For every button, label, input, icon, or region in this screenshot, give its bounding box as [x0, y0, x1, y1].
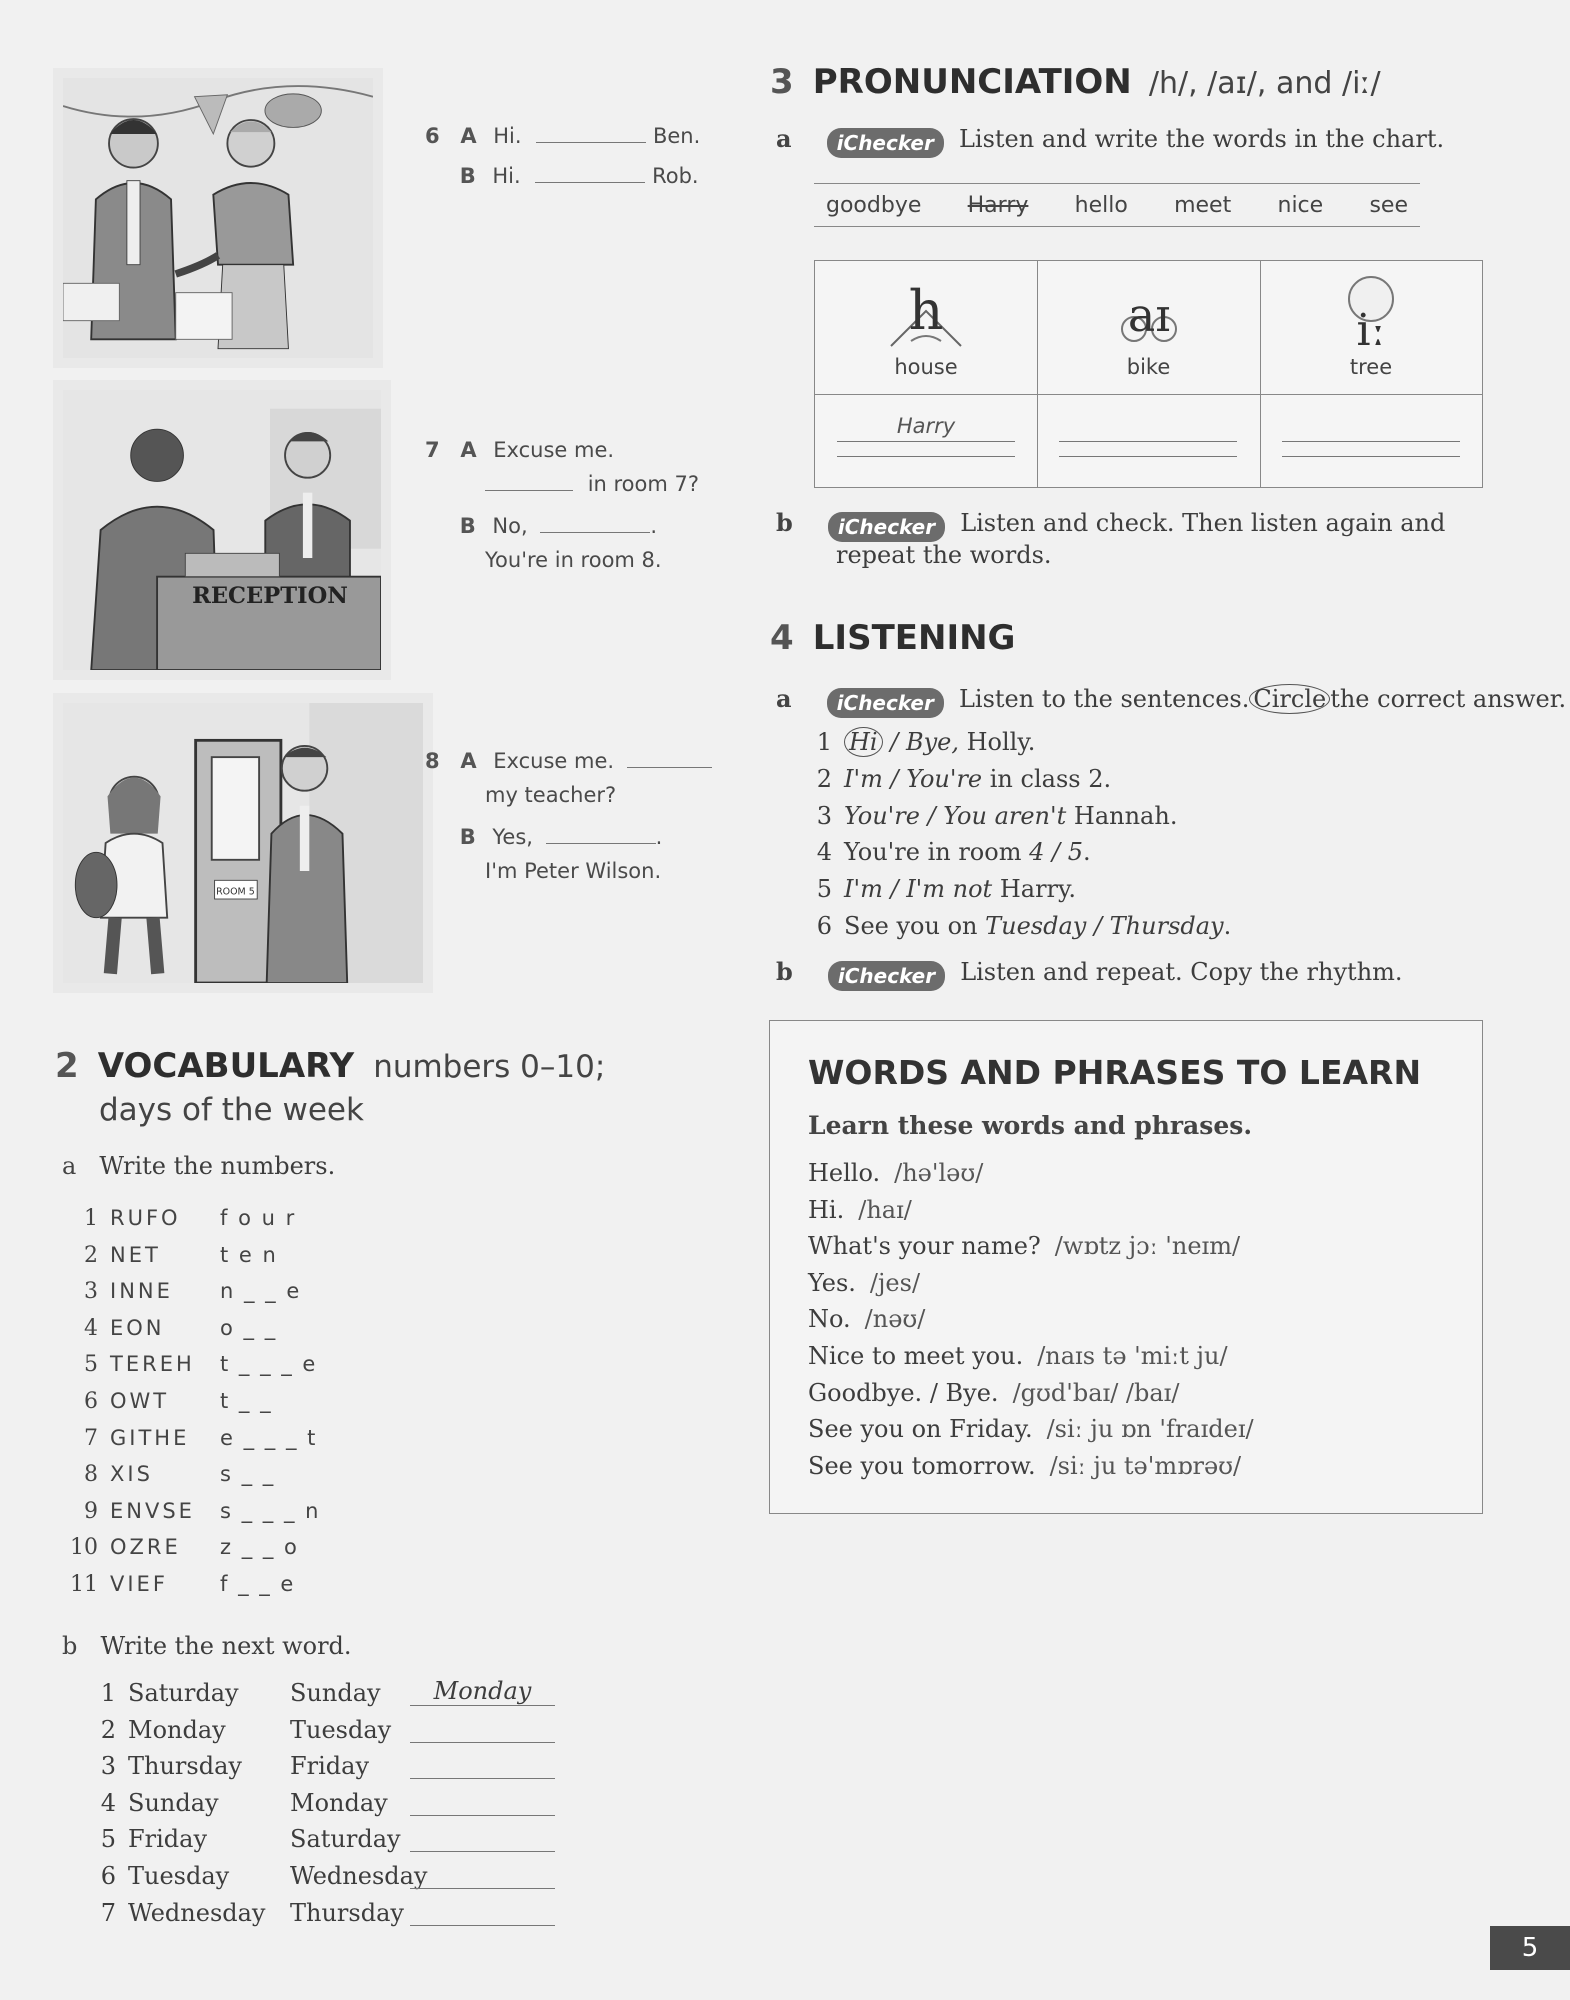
phrase-row — [808, 1301, 1448, 1338]
item-number: 10 — [70, 1535, 98, 1561]
phrase-text: See you on Friday. — [808, 1415, 1033, 1444]
phrase-text: Goodbye. / Bye. — [808, 1378, 999, 1407]
number-answer[interactable]: t _ _ — [220, 1388, 273, 1413]
scrambled-word: ENVSE — [110, 1498, 195, 1523]
item-letter: a — [776, 124, 792, 153]
instruction-text: Write the numbers. — [99, 1152, 336, 1180]
exercise-3b-instruction — [776, 508, 1445, 542]
word-bank-item: goodbye — [826, 192, 922, 218]
phrase-row — [808, 1375, 1448, 1412]
item-number: 9 — [84, 1498, 98, 1524]
day-word: Monday — [128, 1715, 226, 1744]
exercise-4b-instruction — [776, 957, 1403, 991]
section-title: LISTENING — [812, 618, 1016, 658]
phrase-ipa: /gʊd'baɪ/ /baɪ/ — [1012, 1378, 1180, 1407]
chart-answer-blank[interactable] — [837, 456, 1015, 457]
phrase-text: Hello. — [808, 1159, 881, 1187]
listening-item — [812, 834, 1472, 871]
chart-answer-blank[interactable] — [1059, 456, 1237, 457]
answer-option[interactable]: Bye, — [905, 728, 959, 756]
word-bank-item: hello — [1074, 192, 1128, 218]
day-word: Saturday — [128, 1679, 239, 1707]
number-answer[interactable]: f _ _ e — [220, 1571, 296, 1596]
word-bank-item-crossed: Harry — [967, 192, 1029, 218]
ichecker-badge[interactable]: iChecker — [827, 688, 944, 718]
number-answer[interactable]: n _ _ e — [220, 1279, 302, 1304]
scrambled-word: GITHE — [110, 1425, 190, 1450]
day-word: Thursday — [128, 1752, 242, 1781]
item-number: 7 — [84, 1425, 98, 1451]
sound-symbol: aɪ — [1127, 288, 1170, 342]
speaker-b: B — [459, 164, 476, 188]
item-number: 2 — [816, 764, 832, 793]
pronunciation-heading — [770, 62, 1381, 102]
item-number: 6 — [84, 1388, 98, 1414]
item-number: 1 — [816, 728, 832, 756]
answer-blank[interactable] — [540, 531, 650, 533]
sentence-text: . — [1083, 838, 1091, 867]
day-word: Sunday — [128, 1788, 219, 1817]
answer-option[interactable]: You aren't — [943, 801, 1067, 830]
dialogue-line: Hi. — [493, 124, 522, 148]
scrambled-row — [60, 1456, 420, 1493]
day-row — [100, 1675, 600, 1712]
dialogue-line: Rob. — [652, 164, 699, 188]
sentence-text: Hannah. — [1066, 801, 1178, 830]
dialogue-line: Hi. — [492, 164, 521, 188]
option-separator: / — [882, 875, 907, 904]
item-number: 4 — [84, 1315, 98, 1341]
answer-option[interactable]: Tuesday — [985, 911, 1087, 940]
scrambled-row — [60, 1529, 420, 1566]
phrase-ipa: /jes/ — [869, 1268, 921, 1297]
item-number: 6 — [100, 1861, 116, 1890]
instruction-text: Listen and repeat. Copy the rhythm. — [960, 958, 1403, 986]
listening-item — [812, 761, 1472, 798]
sound-chart — [814, 260, 1483, 488]
scrambled-row — [60, 1346, 420, 1383]
section-number: 2 — [55, 1046, 79, 1086]
day-word: Sunday — [290, 1679, 381, 1707]
phrase-ipa: /naɪs tə 'miːt ju/ — [1037, 1341, 1228, 1370]
option-separator: / — [1044, 838, 1068, 867]
item-letter: a — [62, 1152, 77, 1180]
day-word: Saturday — [290, 1825, 401, 1854]
word-bank-item: nice — [1277, 192, 1324, 218]
illustration-greeting — [53, 68, 383, 368]
phrase-text: No. — [808, 1305, 851, 1334]
phrase-row — [808, 1155, 1448, 1192]
vocabulary-heading — [55, 1046, 605, 1086]
phrase-text: Yes. — [808, 1268, 856, 1297]
option-separator: / — [1086, 911, 1110, 940]
phrase-row — [808, 1448, 1448, 1485]
phrase-ipa: /hə'ləʊ/ — [894, 1159, 984, 1187]
phrase-row — [808, 1411, 1448, 1448]
sentence-text: Holly. — [958, 728, 1036, 756]
scrambled-row — [60, 1566, 420, 1603]
scrambled-row — [60, 1310, 420, 1347]
words-phrases-box — [769, 1020, 1483, 1514]
dialogue-line: No, — [492, 514, 528, 538]
sound-label: house — [894, 355, 958, 379]
word-bank-item: see — [1369, 192, 1408, 218]
instruction-text: the correct answer. — [1330, 685, 1567, 713]
answer-option[interactable]: I'm not — [906, 875, 993, 904]
answer-option[interactable]: Thursday — [1109, 911, 1224, 940]
ichecker-badge[interactable]: iChecker — [827, 128, 944, 158]
speaker-a: A — [460, 438, 477, 462]
answer-option[interactable]: You're — [844, 801, 920, 830]
next-day-answer[interactable]: Monday — [410, 1675, 555, 1706]
item-number: 4 — [816, 838, 832, 867]
phrase-text: What's your name? — [808, 1232, 1041, 1261]
house-icon — [881, 271, 971, 351]
dialogue-line: in room 7? — [587, 472, 700, 496]
phrase-row — [808, 1192, 1448, 1229]
scrambled-word: OZRE — [110, 1535, 181, 1560]
option-separator: / — [919, 801, 944, 830]
scrambled-word: TEREH — [110, 1352, 195, 1377]
sentence-text: You're in room — [844, 838, 1030, 867]
dialogue-line: Excuse me. — [493, 438, 615, 462]
sound-cell-ii — [1260, 271, 1482, 379]
dialogue-6 — [425, 124, 700, 204]
item-number: 1 — [100, 1679, 116, 1707]
scrambled-row — [60, 1420, 420, 1457]
answer-option[interactable]: I'm — [844, 875, 883, 904]
dialogue-7: 7 A Excuse me. in room 7? B No, . You're in room 8. — [425, 438, 700, 572]
instruction-text-line2: repeat the words. — [836, 541, 1052, 569]
day-word: Friday — [290, 1752, 370, 1781]
item-letter: b — [776, 957, 793, 986]
item-letter: a — [776, 684, 792, 713]
speaker-a: A — [460, 749, 477, 773]
sound-label: tree — [1349, 355, 1393, 379]
day-word: Thursday — [290, 1898, 404, 1927]
dialogue-line: I'm Peter Wilson. — [485, 859, 662, 883]
item-number: 11 — [70, 1571, 98, 1597]
dialogue-line: Yes, — [492, 825, 533, 849]
phrase-ipa: /siː ju ɒn 'fraɪdeɪ/ — [1046, 1415, 1254, 1444]
dialogue-8: 8 A Excuse me. my teacher? B Yes, . I'm Peter Wilson. — [425, 749, 715, 893]
item-number: 3 — [100, 1752, 116, 1781]
item-number: 5 — [84, 1352, 98, 1378]
day-word: Tuesday — [290, 1715, 392, 1744]
day-row — [100, 1895, 600, 1932]
section-title: PRONUNCIATION — [812, 62, 1132, 102]
phrase-list — [808, 1155, 1448, 1484]
next-day-answer[interactable] — [410, 1895, 555, 1926]
reception-sign: RECEPTION — [192, 582, 348, 609]
sound-symbol: h — [908, 279, 944, 342]
phrase-ipa: /nəʊ/ — [864, 1305, 926, 1334]
answer-option[interactable]: I'm — [844, 764, 883, 793]
option-separator: / — [882, 764, 907, 793]
dialogue-line: Ben. — [652, 124, 701, 148]
next-day-answer[interactable] — [410, 1821, 555, 1852]
day-row — [100, 1821, 600, 1858]
number-answer[interactable]: s _ _ _ n — [220, 1498, 321, 1523]
instruction-text: Listen and write the words in the chart. — [958, 125, 1445, 153]
phrase-ipa: /wɒtz jɔː 'neɪm/ — [1054, 1232, 1241, 1261]
word-bank — [814, 183, 1420, 227]
item-number: 2 — [100, 1715, 116, 1744]
item-number: 5 — [816, 875, 832, 904]
answer-option[interactable]: You're — [906, 764, 983, 793]
number-answer[interactable]: t e n — [220, 1242, 278, 1267]
day-word: Monday — [290, 1788, 388, 1817]
phrase-row — [808, 1265, 1448, 1302]
tree-icon — [1326, 271, 1416, 351]
scrambled-row — [60, 1273, 420, 1310]
dialogue-number: 8 — [425, 749, 440, 773]
listening-item — [812, 871, 1472, 908]
sound-label: bike — [1126, 355, 1171, 379]
speaker-a: A — [460, 124, 477, 148]
day-word: Friday — [128, 1825, 208, 1854]
number-answer[interactable]: s _ _ — [220, 1462, 276, 1487]
dialogue-line: Excuse me. — [493, 749, 615, 773]
number-answer[interactable]: e _ _ _ t — [220, 1425, 318, 1450]
sentence-text: See you on — [844, 911, 986, 940]
item-number: 7 — [100, 1898, 116, 1927]
answer-option[interactable]: 5 — [1067, 838, 1083, 867]
ichecker-badge[interactable]: iChecker — [828, 961, 945, 991]
section-number: 3 — [770, 62, 794, 102]
dialogue-line: my teacher? — [485, 783, 617, 807]
instruction-text: Listen and check. Then listen again and — [960, 509, 1446, 537]
listening-items — [812, 724, 1472, 945]
chart-answer[interactable]: Harry — [837, 409, 1015, 442]
listening-item — [812, 724, 1472, 761]
dialogue-number: 6 — [425, 124, 440, 148]
scrambled-word: RUFO — [110, 1206, 181, 1230]
section-number: 4 — [770, 618, 794, 658]
scrambled-word: XIS — [110, 1462, 153, 1487]
bike-icon — [1104, 271, 1194, 351]
phrase-row — [808, 1338, 1448, 1375]
chart-answer-blank[interactable] — [1282, 429, 1460, 442]
next-day-answer[interactable] — [410, 1748, 555, 1779]
scrambled-word: VIEF — [110, 1571, 168, 1596]
item-number: 2 — [84, 1242, 98, 1268]
answer-option[interactable]: 4 — [1029, 838, 1045, 867]
item-number: 4 — [100, 1788, 116, 1817]
ichecker-badge[interactable]: iChecker — [828, 512, 945, 542]
day-row — [100, 1785, 600, 1822]
option-separator: / — [882, 728, 906, 756]
answer-blank[interactable] — [627, 766, 712, 768]
day-word: Tuesday — [128, 1861, 230, 1890]
instruction-text: Write the next word. — [100, 1632, 352, 1660]
exercise-2a-instruction — [62, 1152, 335, 1180]
day-word: Wednesday — [290, 1861, 428, 1890]
speaker-b: B — [459, 514, 476, 538]
exercise-3a-instruction — [776, 124, 1444, 158]
phrase-text: Hi. — [808, 1195, 845, 1224]
next-day-answer[interactable] — [410, 1712, 555, 1743]
sentence-text: Harry. — [992, 875, 1077, 904]
circle-word: Circle — [1249, 684, 1330, 714]
chart-answer-blank[interactable] — [1282, 456, 1460, 457]
number-answer[interactable]: z _ _ o — [220, 1535, 299, 1560]
dialogue-number: 7 — [425, 438, 440, 462]
dialogue-line: You're in room 8. — [485, 548, 662, 572]
sound-cell-h — [815, 271, 1037, 379]
item-number: 5 — [100, 1825, 116, 1854]
room-sign: ROOM 5 — [216, 886, 255, 898]
sound-cell-ai — [1037, 271, 1260, 379]
listening-heading — [770, 618, 1015, 658]
number-answer[interactable]: t _ _ _ e — [220, 1352, 318, 1377]
box-subtitle: Learn these words and phrases. — [808, 1111, 1253, 1140]
chart-answer-blank[interactable] — [1059, 429, 1237, 442]
item-number: 8 — [84, 1462, 98, 1488]
item-letter: b — [776, 508, 793, 537]
speaker-b: B — [459, 825, 476, 849]
scrambled-row — [60, 1237, 420, 1274]
sentence-text: in class 2. — [982, 764, 1112, 793]
section-subtitle-line2: days of the week — [99, 1092, 364, 1128]
scrambled-numbers-list — [60, 1200, 420, 1603]
answer-blank[interactable] — [535, 181, 645, 183]
scrambled-row — [60, 1493, 420, 1530]
scrambled-word: NET — [110, 1242, 161, 1267]
day-row — [100, 1748, 600, 1785]
illustration-classroom-door — [53, 693, 433, 993]
answer-option[interactable]: Hi — [844, 727, 883, 757]
answer-blank[interactable] — [536, 141, 646, 143]
sound-symbol: iː — [1356, 305, 1386, 351]
phrase-ipa: /haɪ/ — [858, 1195, 912, 1224]
next-day-answer[interactable] — [410, 1858, 555, 1889]
instruction-text: Listen to the sentences. — [958, 685, 1250, 713]
item-number: 3 — [816, 801, 832, 830]
item-letter: b — [62, 1632, 78, 1660]
scrambled-row — [60, 1200, 420, 1237]
days-of-week-list — [100, 1675, 600, 1931]
number-answer[interactable]: f o u r — [220, 1206, 297, 1230]
next-day-answer[interactable] — [410, 1785, 555, 1816]
scrambled-word: OWT — [110, 1388, 170, 1413]
word-bank-item: meet — [1174, 192, 1232, 218]
number-answer[interactable]: o _ _ — [220, 1315, 278, 1340]
item-number: 6 — [816, 911, 832, 940]
sentence-text: . — [1223, 911, 1232, 940]
section-subtitle: numbers 0–10; — [373, 1049, 606, 1085]
day-row — [100, 1858, 600, 1895]
phrase-ipa: /siː ju tə'mɒrəʊ/ — [1049, 1451, 1242, 1480]
item-number: 1 — [84, 1206, 98, 1231]
section-subtitle: /h/, /aɪ/, and /iː/ — [1148, 66, 1381, 101]
scrambled-word: INNE — [110, 1279, 173, 1304]
phrase-row — [808, 1228, 1448, 1265]
listening-item — [812, 908, 1472, 945]
answer-blank[interactable] — [546, 842, 656, 844]
phrase-text: Nice to meet you. — [808, 1341, 1024, 1370]
scrambled-word: EON — [110, 1315, 165, 1340]
day-word: Wednesday — [128, 1898, 266, 1927]
phrase-text: See you tomorrow. — [808, 1451, 1036, 1480]
answer-blank[interactable] — [485, 489, 573, 491]
exercise-2b-instruction — [62, 1632, 352, 1660]
day-row — [100, 1712, 600, 1749]
item-number: 3 — [84, 1279, 98, 1305]
section-title: VOCABULARY — [97, 1046, 355, 1086]
scrambled-row — [60, 1383, 420, 1420]
page-number: 5 — [1490, 1926, 1570, 1970]
listening-item — [812, 798, 1472, 835]
exercise-4a-instruction — [776, 684, 1566, 718]
illustration-reception — [53, 380, 391, 680]
box-title: WORDS AND PHRASES TO LEARN — [808, 1053, 1422, 1092]
